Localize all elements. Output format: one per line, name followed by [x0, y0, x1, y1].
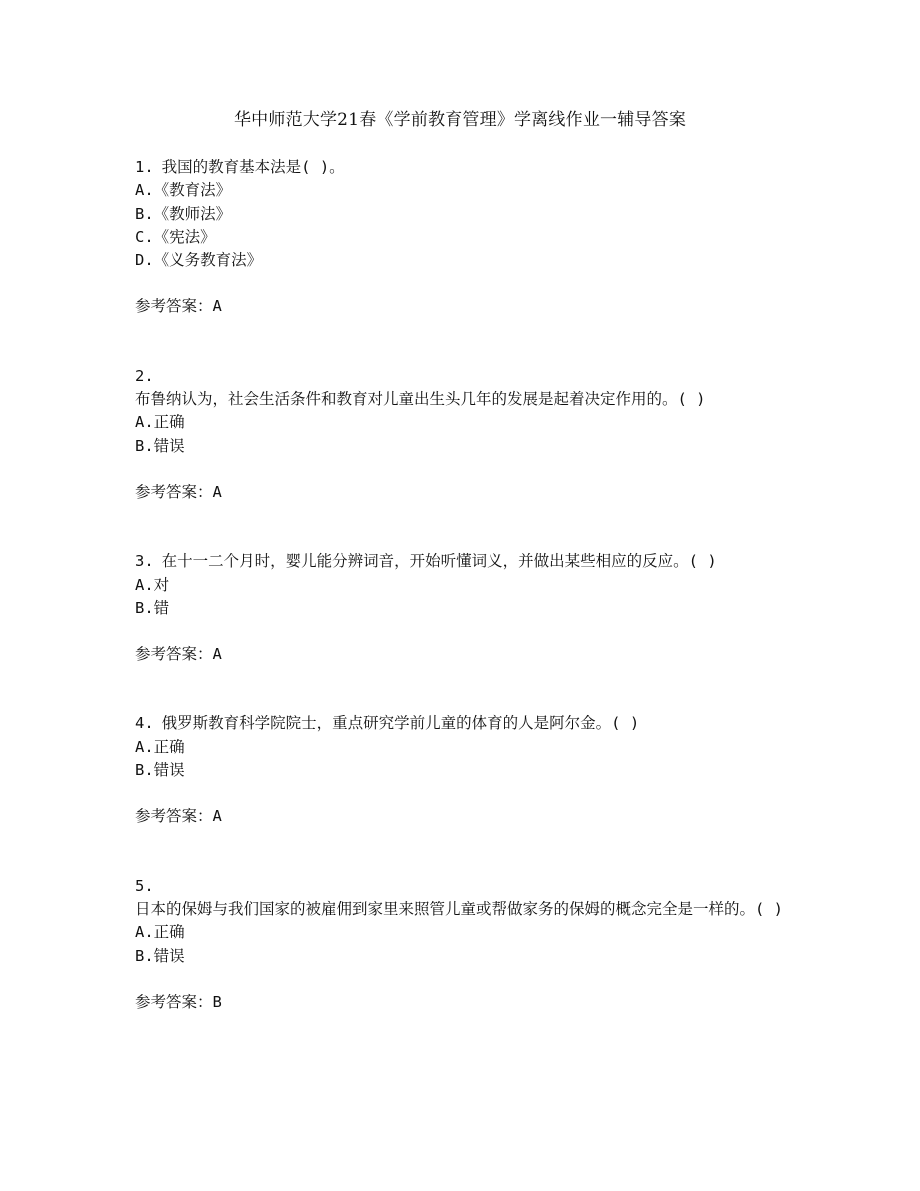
spacer [135, 504, 795, 550]
question-4 [135, 712, 795, 828]
question-list [135, 156, 795, 1014]
document-title: 华中师范大学21春《学前教育管理》学离线作业一辅导答案 [233, 110, 687, 130]
option-a: A.正确 [135, 923, 185, 942]
option-a: A.《教育法》 [135, 181, 232, 200]
spacer [135, 666, 795, 712]
option-b: B.错 [135, 598, 170, 617]
question-number-line: 5. [135, 876, 154, 895]
option-b: B.错误 [135, 436, 185, 455]
question-text: 俄罗斯教育科学院院士，重点研究学前儿童的体育的人是阿尔金。( ) [161, 714, 640, 733]
question-text: 在十一二个月时，婴儿能分辨词音，开始听懂词义，并做出某些相应的反应。( ) [161, 552, 717, 571]
reference-answer: 参考答案：A [135, 482, 222, 501]
reference-answer: 参考答案：A [135, 297, 222, 316]
option-b: B.错误 [135, 946, 185, 965]
question-2 [135, 365, 795, 504]
option-a: A.对 [135, 575, 170, 594]
reference-answer: 参考答案：A [135, 807, 222, 826]
option-a: A.正确 [135, 413, 185, 432]
question-5 [135, 875, 795, 1014]
question-number: 4. [135, 714, 154, 733]
reference-answer: 参考答案：A [135, 645, 222, 664]
question-text: 日本的保姆与我们国家的被雇佣到家里来照管儿童或帮做家务的保姆的概念完全是一样的。( ) [135, 899, 783, 918]
option-d: D.《义务教育法》 [135, 251, 263, 270]
option-a: A.正确 [135, 737, 185, 756]
question-number: 3. [135, 552, 154, 571]
question-stem [135, 550, 795, 573]
option-c: C.《宪法》 [135, 227, 216, 246]
question-text: 我国的教育基本法是( )。 [161, 158, 345, 176]
option-b: B.错误 [135, 761, 185, 780]
question-text: 布鲁纳认为，社会生活条件和教育对儿童出生头几年的发展是起着决定作用的。( ) [135, 390, 706, 409]
spacer [135, 829, 795, 875]
reference-answer: 参考答案：B [135, 992, 222, 1011]
question-stem [135, 156, 795, 179]
question-3 [135, 550, 795, 666]
question-number-line: 2. [135, 366, 154, 385]
question-1 [135, 156, 795, 319]
spacer [135, 319, 795, 365]
question-number: 1. [135, 158, 154, 176]
question-stem [135, 712, 795, 735]
option-b: B.《教师法》 [135, 204, 232, 223]
